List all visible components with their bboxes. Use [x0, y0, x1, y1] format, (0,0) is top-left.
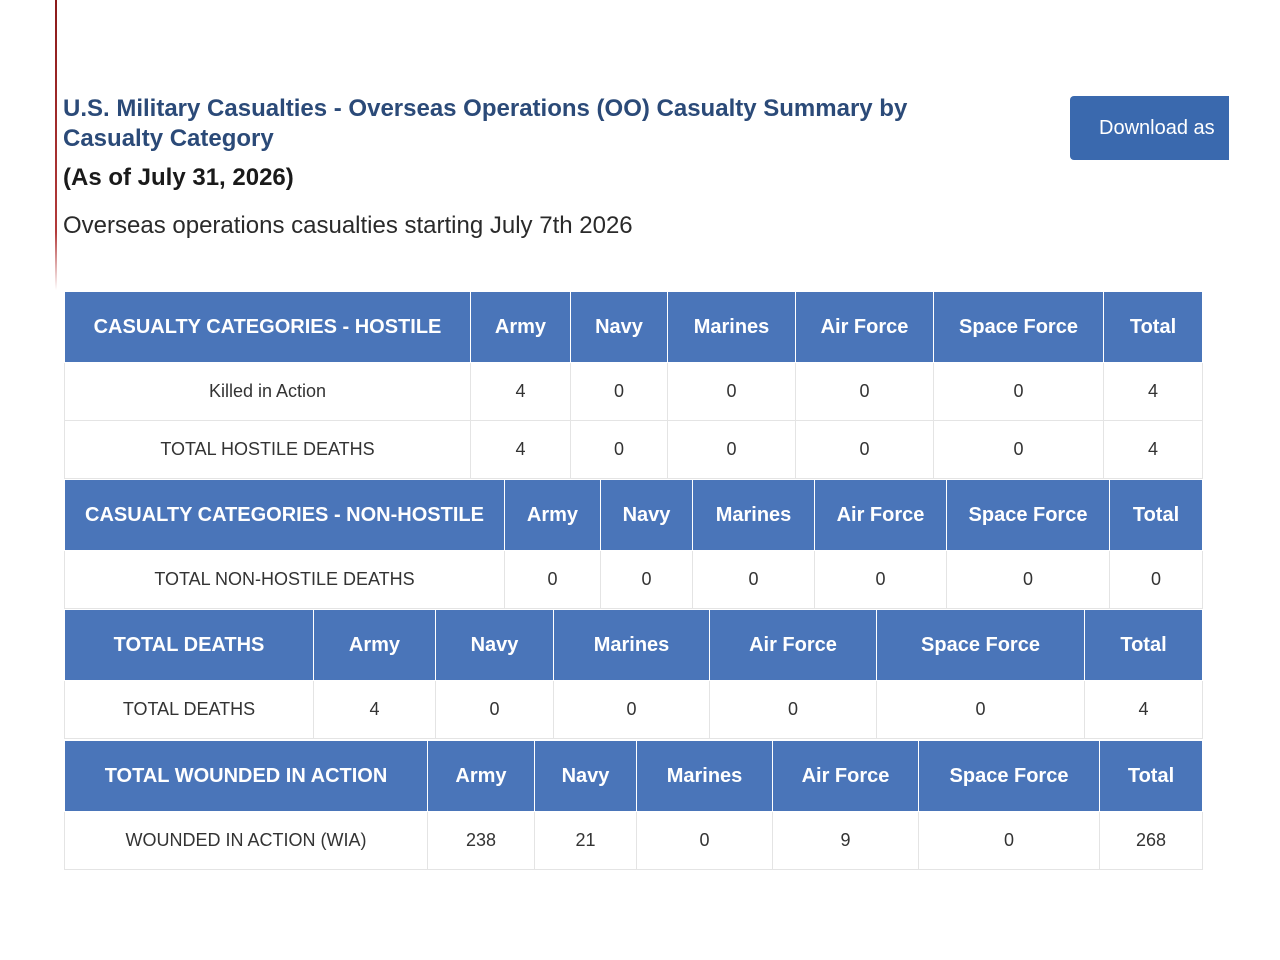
space-force-header: Space Force [877, 610, 1085, 681]
marines-header: Marines [554, 610, 710, 681]
page-subtitle: Overseas operations casualties starting July 7th 2026 [63, 212, 633, 239]
marines-cell: 0 [668, 363, 796, 421]
table-row [65, 551, 1203, 609]
space-force-cell: 0 [919, 812, 1100, 870]
space-force-cell: 0 [934, 363, 1104, 421]
navy-cell: 0 [436, 681, 554, 739]
wounded-in-action-table [64, 740, 1203, 870]
space-force-header: Space Force [919, 741, 1100, 812]
marines-cell: 0 [637, 812, 773, 870]
nonhostile-casualties-table [64, 479, 1203, 609]
table-header-row [65, 480, 1203, 551]
total-cell: 4 [1104, 363, 1203, 421]
air-force-cell: 9 [773, 812, 919, 870]
row-label: Killed in Action [65, 363, 471, 421]
army-header: Army [505, 480, 601, 551]
page-title: U.S. Military Casualties - Overseas Operations (OO) Casualty Summary by Casualty Category [63, 95, 908, 152]
army-header: Army [314, 610, 436, 681]
air-force-header: Air Force [773, 741, 919, 812]
category-header: TOTAL WOUNDED IN ACTION [65, 741, 428, 812]
total-cell: 0 [1110, 551, 1203, 609]
table-header-row [65, 610, 1203, 681]
navy-header: Navy [601, 480, 693, 551]
space-force-cell: 0 [877, 681, 1085, 739]
space-force-cell: 0 [947, 551, 1110, 609]
navy-header: Navy [535, 741, 637, 812]
marines-header: Marines [668, 292, 796, 363]
air-force-cell: 0 [815, 551, 947, 609]
army-cell: 4 [471, 421, 571, 479]
navy-cell: 0 [571, 421, 668, 479]
space-force-header: Space Force [947, 480, 1110, 551]
left-accent-rule [55, 0, 57, 290]
air-force-cell: 0 [796, 421, 934, 479]
army-cell: 4 [314, 681, 436, 739]
space-force-header: Space Force [934, 292, 1104, 363]
total-cell: 4 [1085, 681, 1203, 739]
total-deaths-table [64, 609, 1203, 739]
row-label: TOTAL HOSTILE DEATHS [65, 421, 471, 479]
air-force-cell: 0 [710, 681, 877, 739]
marines-cell: 0 [693, 551, 815, 609]
total-header: Total [1110, 480, 1203, 551]
table-row [65, 421, 1203, 479]
table-row [65, 363, 1203, 421]
army-cell: 238 [428, 812, 535, 870]
as-of-date: (As of July 31, 2026) [63, 164, 294, 191]
total-header: Total [1104, 292, 1203, 363]
download-button[interactable]: Download as [1070, 96, 1229, 160]
marines-cell: 0 [668, 421, 796, 479]
total-cell: 268 [1100, 812, 1203, 870]
navy-cell: 0 [601, 551, 693, 609]
table-header-row [65, 292, 1203, 363]
navy-header: Navy [436, 610, 554, 681]
marines-header: Marines [693, 480, 815, 551]
army-header: Army [471, 292, 571, 363]
category-header: TOTAL DEATHS [65, 610, 314, 681]
total-cell: 4 [1104, 421, 1203, 479]
category-header: CASUALTY CATEGORIES - NON-HOSTILE [65, 480, 505, 551]
row-label: TOTAL DEATHS [65, 681, 314, 739]
table-row [65, 681, 1203, 739]
table-header-row [65, 741, 1203, 812]
army-cell: 0 [505, 551, 601, 609]
row-label: WOUNDED IN ACTION (WIA) [65, 812, 428, 870]
total-header: Total [1100, 741, 1203, 812]
air-force-header: Air Force [815, 480, 947, 551]
navy-header: Navy [571, 292, 668, 363]
space-force-cell: 0 [934, 421, 1104, 479]
category-header: CASUALTY CATEGORIES - HOSTILE [65, 292, 471, 363]
marines-cell: 0 [554, 681, 710, 739]
air-force-header: Air Force [710, 610, 877, 681]
marines-header: Marines [637, 741, 773, 812]
army-header: Army [428, 741, 535, 812]
navy-cell: 0 [571, 363, 668, 421]
air-force-cell: 0 [796, 363, 934, 421]
row-label: TOTAL NON-HOSTILE DEATHS [65, 551, 505, 609]
navy-cell: 21 [535, 812, 637, 870]
air-force-header: Air Force [796, 292, 934, 363]
total-header: Total [1085, 610, 1203, 681]
table-row [65, 812, 1203, 870]
hostile-casualties-table [64, 291, 1203, 479]
army-cell: 4 [471, 363, 571, 421]
